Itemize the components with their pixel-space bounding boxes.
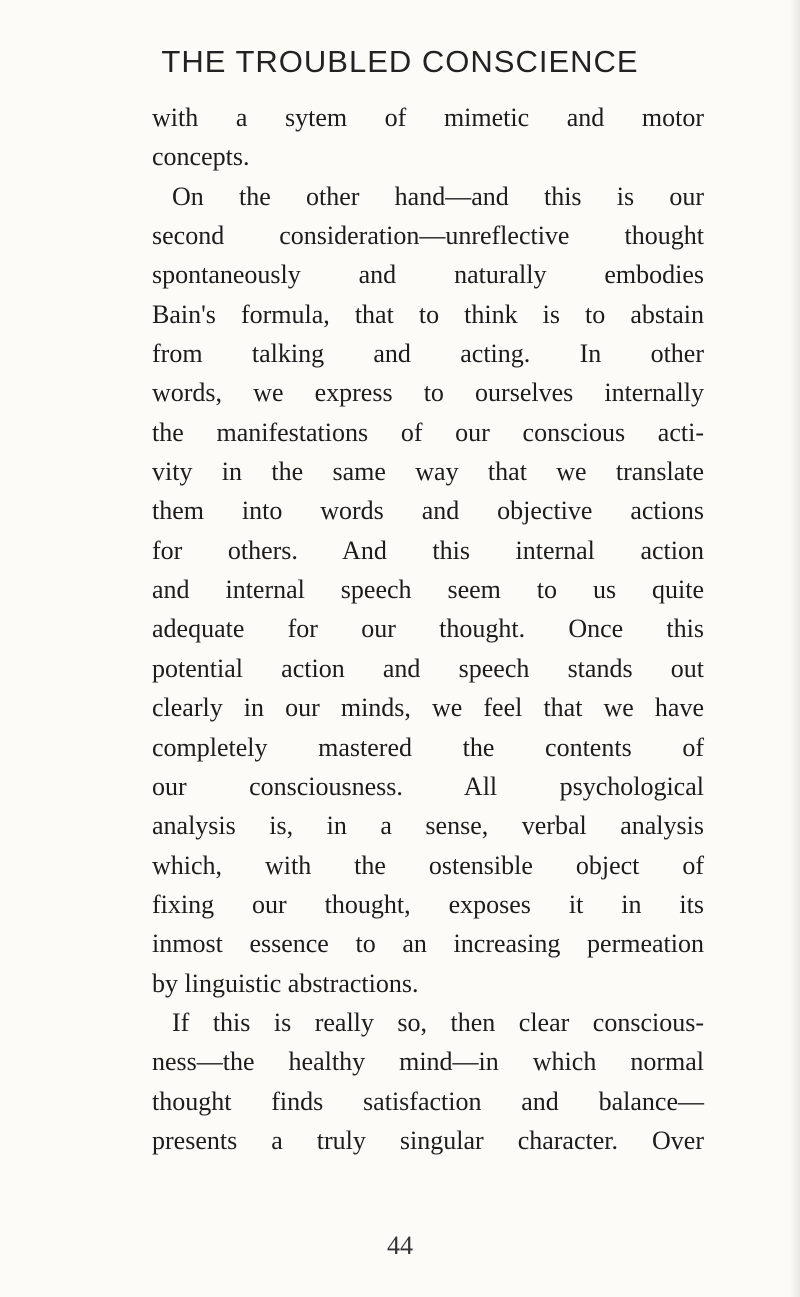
running-head: THE TROUBLED CONSCIENCE [161, 44, 639, 79]
text-line: fixing our thought, exposes it in its [152, 889, 704, 919]
text-line: from talking and acting. In other [152, 339, 704, 369]
text-line: concepts. [152, 142, 250, 172]
text-line: If this is really so, then clear conscious- [172, 1007, 704, 1037]
text-line: the manifestations of our conscious acti- [152, 417, 704, 447]
text-line: presents a truly singular character. Over [152, 1125, 704, 1155]
text-line: second consideration—unreflective thought [152, 221, 704, 251]
text-line: Bain's formula, that to think is to abstain [152, 299, 704, 329]
text-line: by linguistic abstractions. [152, 968, 419, 998]
text-line: clearly in our minds, we feel that we have [152, 693, 704, 723]
text-line: with a sytem of mimetic and motor [152, 103, 704, 132]
text-line: them into words and objective actions [152, 496, 704, 526]
text-line: inmost essence to an increasing permeation [152, 929, 704, 959]
text-line: vity in the same way that we translate [152, 457, 704, 487]
body-text [152, 98, 704, 1160]
text-line: analysis is, in a sense, verbal analysis [152, 811, 704, 841]
text-line: ness—the healthy mind—in which normal [152, 1047, 704, 1077]
text-line: words, we express to ourselves internally [152, 378, 704, 408]
page-edge-shadow [790, 0, 800, 1297]
text-line: completely mastered the contents of [152, 732, 704, 762]
text-line: potential action and speech stands out [152, 653, 704, 683]
text-line: thought finds satisfaction and balance— [152, 1086, 704, 1116]
text-line: which, with the ostensible object of [152, 850, 704, 880]
text-line: our consciousness. All psychological [152, 771, 704, 801]
text-line: spontaneously and naturally embodies [152, 260, 704, 290]
text-line: and internal speech seem to us quite [152, 575, 704, 605]
text-line: adequate for our thought. Once this [152, 614, 704, 644]
text-line: On the other hand—and this is our [172, 181, 704, 211]
page-number: 44 [387, 1231, 413, 1260]
text-line: for others. And this internal action [152, 535, 704, 565]
